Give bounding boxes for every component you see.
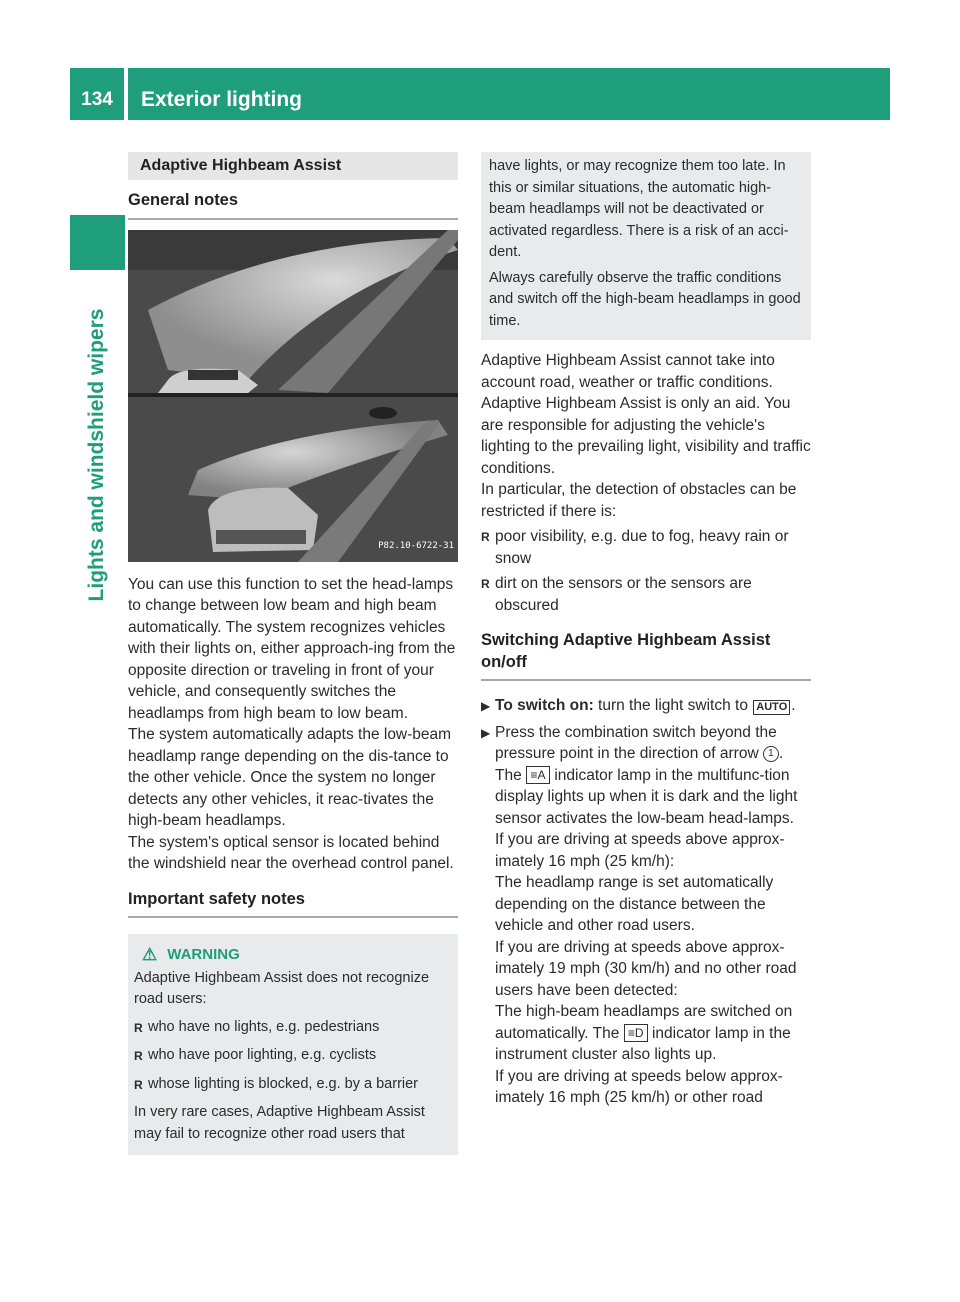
warning-tail: In very rare cases, Adaptive Highbeam Assist may fail to recognize other road users that — [134, 1104, 425, 1142]
safety-notes-heading: Important safety notes — [128, 889, 305, 908]
bullet-marker-icon: R — [134, 1049, 143, 1063]
bullet-marker-icon: R — [134, 1020, 143, 1035]
instruction-step: ▶ Press the combination switch beyond the pressure point in the direction of arrow 1 . The ≡A indicator lamp in the multifunc-tion display lights up when it is dark and the light sensor activates the low-beam head-lamps. If you are driving at speeds above approx-imately 16 mph (25 km/h): The headlamp range is set automatically depending on the distance between the vehicle and other road users. If you are driving at speeds above approx-imately 19 mph (30 km/h) and no other road users have been detected: The high-beam headlamps are switched on automatically. The ≡D indicator lamp in the instrument cluster also lights up. If you are driving at speeds below approx-imately 16 mph (25 km/h) or other road — [481, 722, 811, 1109]
body-paragraph: The system's optical sensor is located behind the windshield near the overhead control panel. — [128, 833, 454, 872]
list-item: R who have poor lighting, e.g. cyclists — [134, 1045, 450, 1068]
illustration-graphic — [128, 230, 458, 562]
bullet-marker-icon: R — [134, 1077, 143, 1092]
list-item: R whose lighting is blocked, e.g. by a barrier — [134, 1074, 450, 1097]
heading-rule — [128, 218, 458, 220]
sidebar-tab-block — [70, 215, 125, 270]
warning-header — [134, 944, 450, 966]
page-number: 134 — [81, 89, 113, 110]
auto-light-symbol-icon: AUTO — [753, 700, 790, 715]
warning-label: WARNING — [167, 946, 240, 963]
warning-text: Always carefully observe the traffic conditions and switch off the high-beam headlamps in good time. — [489, 269, 801, 329]
sidebar-section-title: Lights and windshield wipers — [85, 308, 108, 602]
step-label: To switch on: — [495, 697, 594, 714]
right-column — [481, 152, 811, 1109]
body-paragraph: You can use this function to set the head-lamps to change between low beam and high beam automatically. The system recognizes vehicles with their lights on, either approach-ing from the opposite direction or traveling in front of your vehicle, and consequently switches the headlamps from high beam to low beam. — [128, 575, 456, 722]
warning-box-continued — [481, 152, 811, 340]
header-divider — [124, 68, 128, 120]
highbeam-illustration — [128, 230, 458, 562]
general-notes-heading: General notes — [128, 191, 239, 209]
warning-intro: Adaptive Highbeam Assist does not recognize road users: — [134, 969, 430, 1007]
highbeam-indicator-icon: ≡D — [624, 1024, 648, 1042]
heading-rule — [481, 679, 811, 681]
switching-heading: Switching Adaptive Highbeam Assist on/off — [481, 631, 771, 671]
highbeam-assist-indicator-icon: ≡A — [526, 766, 550, 784]
arrow-reference-icon: 1 — [763, 746, 779, 762]
body-paragraph: In particular, the detection of obstacles can be restricted if there is: — [481, 481, 797, 520]
warning-triangle-icon: ⚠ — [142, 945, 158, 964]
arrow-marker-icon: ▶ — [481, 725, 491, 740]
heading-rule — [128, 916, 458, 918]
body-paragraph: The system automatically adapts the low-beam headlamp range depending on the dis-tance to the other vehicle. Once the system no longer detects any other vehicles, it reac-tivates the high-beam headlamps. — [128, 726, 452, 829]
warning-box — [128, 934, 458, 1155]
list-item: R poor visibility, e.g. due to fog, heavy rain or snow — [481, 526, 811, 569]
warning-text: have lights, or may recognize them too late. In this or similar situations, the automatic high-beam headlamps will not be deactivated or activated regardless. There is a risk of an acci-dent. — [489, 158, 789, 260]
bullet-marker-icon: R — [481, 577, 490, 591]
figure-code: P82.10-6722-31 — [378, 541, 454, 551]
chapter-title: Exterior lighting — [141, 88, 303, 111]
left-column — [128, 152, 458, 1155]
instruction-step: ▶ To switch on: turn the light switch to AUTO . — [481, 695, 811, 718]
section-heading: Adaptive Highbeam Assist — [128, 152, 458, 180]
list-item: R dirt on the sensors or the sensors are obscured — [481, 573, 811, 616]
list-item: R who have no lights, e.g. pedestrians — [134, 1017, 450, 1040]
bullet-marker-icon: R — [481, 530, 490, 544]
body-paragraph: Adaptive Highbeam Assist cannot take into account road, weather or traffic conditions. Adaptive Highbeam Assist is only an aid. You are responsible for adjusting the vehicle's lighting to the prevailing light, visibility and traffic conditions. — [481, 352, 811, 477]
arrow-marker-icon: ▶ — [481, 699, 491, 713]
